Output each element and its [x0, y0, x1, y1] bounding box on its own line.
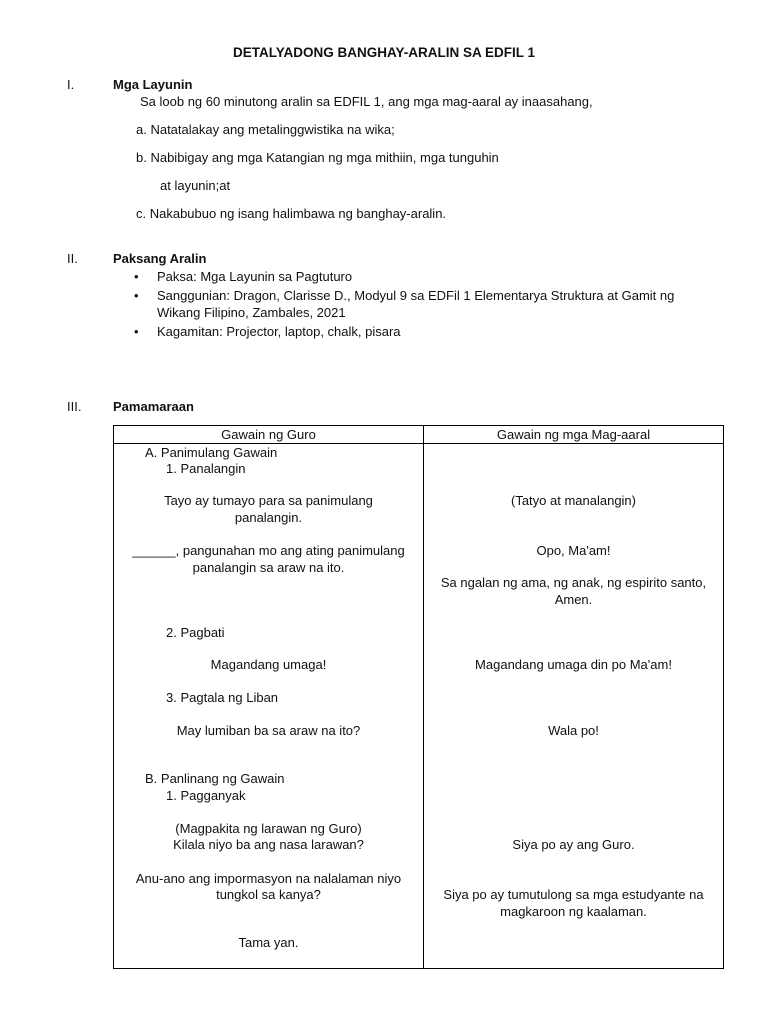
table-header-row — [114, 426, 724, 444]
teacher-line: Tama yan. — [238, 935, 299, 950]
student-line: Siya po ay ang Guro. — [512, 837, 635, 852]
column-header-student: Gawain ng mga Mag-aaral — [424, 426, 724, 444]
bullet-icon: • — [134, 269, 139, 284]
teacher-line: panalangin. — [234, 510, 303, 525]
teacher-line: Anu-ano ang impormasyon na nalalaman niyo — [135, 871, 402, 886]
bullet-icon: • — [134, 324, 139, 339]
bullet-item: Kagamitan: Projector, laptop, chalk, pisara — [157, 324, 401, 339]
step-pagbati: 2. Pagbati — [166, 625, 225, 640]
student-line: magkaroon ng kaalaman. — [500, 904, 647, 919]
objectives-intro: Sa loob ng 60 minutong aralin sa EDFIL 1, ang mga mag-aaral ay inaasahang, — [140, 94, 593, 109]
student-line: Opo, Ma'am! — [536, 543, 611, 558]
student-line: Amen. — [554, 592, 593, 607]
section-2-numeral: II. — [67, 251, 78, 266]
part-b-heading: B. Panlinang ng Gawain — [145, 771, 285, 786]
table-row — [114, 444, 724, 969]
student-line: Wala po! — [548, 723, 599, 738]
teacher-line: (Magpakita ng larawan ng Guro) — [175, 821, 362, 836]
bullet-item-continuation: Wikang Filipino, Zambales, 2021 — [157, 305, 346, 320]
step-panalangin: 1. Panalangin — [166, 461, 246, 476]
objective-item: c. Nakabubuo ng isang halimbawa ng banghay-aralin. — [136, 206, 447, 221]
document-title: DETALYADONG BANGHAY-ARALIN SA EDFIL 1 — [232, 45, 536, 60]
procedure-table — [113, 425, 724, 969]
section-1-numeral: I. — [67, 77, 75, 92]
objective-item-continuation: at layunin;at — [160, 178, 231, 193]
student-line: Siya po ay tumutulong sa mga estudyante na — [443, 887, 704, 902]
teacher-line: Magandang umaga! — [210, 657, 327, 672]
objective-item: a. Natatalakay ang metalinggwistika na wika; — [136, 122, 395, 137]
student-line: Sa ngalan ng ama, ng anak, ng espirito santo, — [440, 575, 707, 590]
objective-item: b. Nabibigay ang mga Katangian ng mga mithiin, mga tunguhin — [136, 150, 499, 165]
teacher-line: tungkol sa kanya? — [216, 887, 321, 902]
section-1-heading: Mga Layunin — [113, 77, 193, 92]
student-activities-cell — [424, 444, 724, 969]
teacher-line: Tayo ay tumayo para sa panimulang — [164, 493, 373, 508]
step-pagtala-ng-liban: 3. Pagtala ng Liban — [166, 690, 279, 705]
section-2-heading: Paksang Aralin — [113, 251, 207, 266]
bullet-item: Sanggunian: Dragon, Clarisse D., Modyul 9 sa EDFil 1 Elementarya Struktura at Gamit ng — [157, 288, 675, 303]
bullet-item: Paksa: Mga Layunin sa Pagtuturo — [157, 269, 353, 284]
section-3-heading: Pamamaraan — [113, 399, 194, 414]
column-header-teacher: Gawain ng Guro — [114, 426, 424, 444]
bullet-icon: • — [134, 288, 139, 303]
teacher-line: panalangin sa araw na ito. — [192, 560, 345, 575]
part-a-heading: A. Panimulang Gawain — [145, 445, 278, 460]
teacher-line: Kilala niyo ba ang nasa larawan? — [173, 837, 364, 852]
teacher-line: ______, pangunahan mo ang ating panimulang — [132, 543, 405, 558]
teacher-activities-cell — [114, 444, 424, 969]
student-line: (Tatyo at manalangin) — [510, 493, 636, 508]
section-3-numeral: III. — [67, 399, 82, 414]
student-line: Magandang umaga din po Ma'am! — [475, 657, 672, 672]
step-pagganyak: 1. Pagganyak — [166, 788, 246, 803]
teacher-line: May lumiban ba sa araw na ito? — [176, 723, 361, 738]
